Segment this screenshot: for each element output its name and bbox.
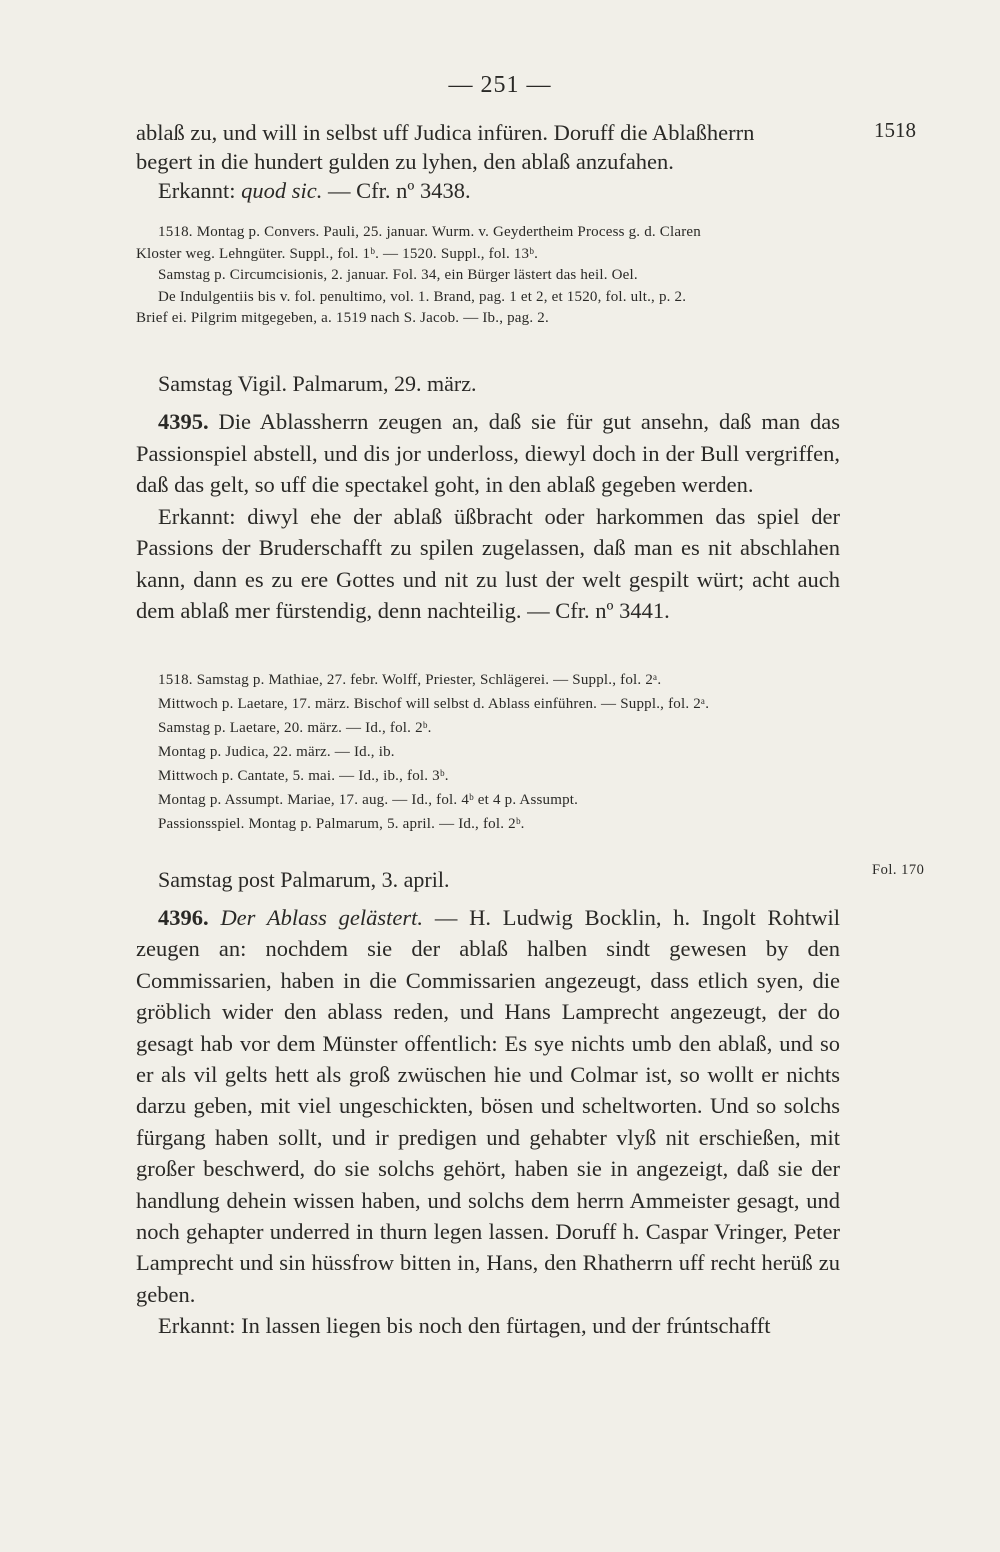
note-line: Brief ei. Pilgrim mitgegeben, a. 1519 nach S. Jacob. — Ib., pag. 2. xyxy=(136,310,549,326)
entry-body xyxy=(136,902,840,1310)
erkannt-line xyxy=(136,176,840,205)
erkannt-decision: quod sic. xyxy=(241,178,323,203)
erkannt-text: Erkannt: In lassen liegen bis noch den fürtagen, und der frúntschafft xyxy=(158,1313,771,1339)
note-line: Montag p. Assumpt. Mariae, 17. aug. — Id., fol. 4ᵇ et 4 p. Assumpt. xyxy=(158,792,579,808)
erkannt-text: Erkannt: diwyl ehe der ablaß üßbracht oder harkommen das spiel der Passions der Bruderschafft zu spilen zugelassen, daß man es nit abschlahen kann, dann es zu ere Gottes und nit zu lust der welt gespilt würt; acht auch dem ablaß mer fürstendig, denn nachteilig. — Cfr. nº 3441. xyxy=(136,503,840,623)
note-line: Samstag p. Circumcisionis, 2. januar. Fol. 34, ein Bürger lästert das heil. Oel. xyxy=(158,267,638,283)
date-heading: Samstag Vigil. Palmarum, 29. märz. xyxy=(158,371,477,396)
intro-paragraph xyxy=(136,118,840,205)
erkannt-paragraph xyxy=(136,501,840,627)
entry-4396 xyxy=(136,902,840,1342)
note-line: Samstag p. Laetare, 20. märz. — Id., fol. 2ᵇ. xyxy=(158,720,432,736)
note-line: 1518. Samstag p. Mathiae, 27. febr. Wolff, Priester, Schlägerei. — Suppl., fol. 2ᵃ. xyxy=(158,672,662,688)
note-line: Montag p. Judica, 22. märz. — Id., ib. xyxy=(158,744,395,760)
erkannt-label: Erkannt: xyxy=(158,178,236,203)
entry-number: 4395. xyxy=(158,409,209,434)
erkannt-paragraph xyxy=(136,1310,840,1341)
entry-text: — H. Ludwig Bocklin, h. Ingolt Rohtwil zeugen an: nochdem sie der ablaß halben sindt gewesen by den Commissarien, haben in die Commissarien angezeugt, dass etlich syen, die gröblich wider den ablass reden, und Hans Lamprecht angezeugt, der do gesagt hab vor dem Münster offentlich: Es sye nichts umb den ablaß, und so er als vil gelts hett als groß zwüschen hie und Colmar ist, so wollt er nichts darzu geben, mit viel ungeschickten, bösen und scheltworten. Und so solchs fürgang haben sollt, und ir predigen und gehabter vlyß nit erschießen, mit großer beschwerd, do sie solchs gehört, haben sie in angezeigt, daß sie der handlung dehein wissen haben, und solchs dem herrn Ammeister gesagt, und noch gehapter underred in thurn legen lassen. Doruff h. Caspar Vringer, Peter Lamprecht und sin hüssfrow bitten in, Hans, den Rhatherrn uff recht herüß zu geben. xyxy=(136,905,841,1307)
text-line: ablaß zu, und will in selbst uff Judica infüren. Doruff die Ablaßherrn xyxy=(136,120,755,145)
entry-text: Die Ablassherrn zeugen an, daß sie für gut ansehn, daß man das Passionspiel abstell, und dis jor underloss, diewyl doch in der Bull vergriffen, daß das gelt, so uff die spectakel goht, in den ablaß gegeben werden. xyxy=(136,409,840,497)
text-line: begert in die hundert gulden zu lyhen, den ablaß anzufahen. xyxy=(136,149,674,174)
entry-title: Der Ablass gelästert. xyxy=(220,905,424,930)
entry-4395 xyxy=(136,406,840,627)
note-line: Mittwoch p. Laetare, 17. märz. Bischof will selbst d. Ablass einführen. — Suppl., fol. 2ᵃ. xyxy=(158,696,710,712)
page-number: — 251 — xyxy=(448,72,552,98)
date-heading: Samstag post Palmarum, 3. april. xyxy=(158,867,450,892)
note-line: Kloster weg. Lehngüter. Suppl., fol. 1ᵇ. — 1520. Suppl., fol. 13ᵇ. xyxy=(136,245,539,262)
entry-number: 4396. xyxy=(158,905,209,930)
margin-folio: Fol. 170 xyxy=(872,862,925,878)
note-line: Passionsspiel. Montag p. Palmarum, 5. april. — Id., fol. 2ᵇ. xyxy=(158,816,525,832)
entry-body xyxy=(136,406,840,501)
note-line: 1518. Montag p. Convers. Pauli, 25. januar. Wurm. v. Geydertheim Process g. d. Claren xyxy=(158,224,701,240)
note-line: De Indulgentiis bis v. fol. penultimo, vol. 1. Brand, pag. 1 et 2, et 1520, fol. ult., p. 2. xyxy=(158,288,687,305)
note-line: Mittwoch p. Cantate, 5. mai. — Id., ib., fol. 3ᵇ. xyxy=(158,768,449,784)
footnotes-1 xyxy=(136,222,840,330)
margin-year: 1518 xyxy=(874,118,916,142)
footnotes-2 xyxy=(136,668,840,836)
cross-reference: — Cfr. nº 3438. xyxy=(327,178,471,203)
